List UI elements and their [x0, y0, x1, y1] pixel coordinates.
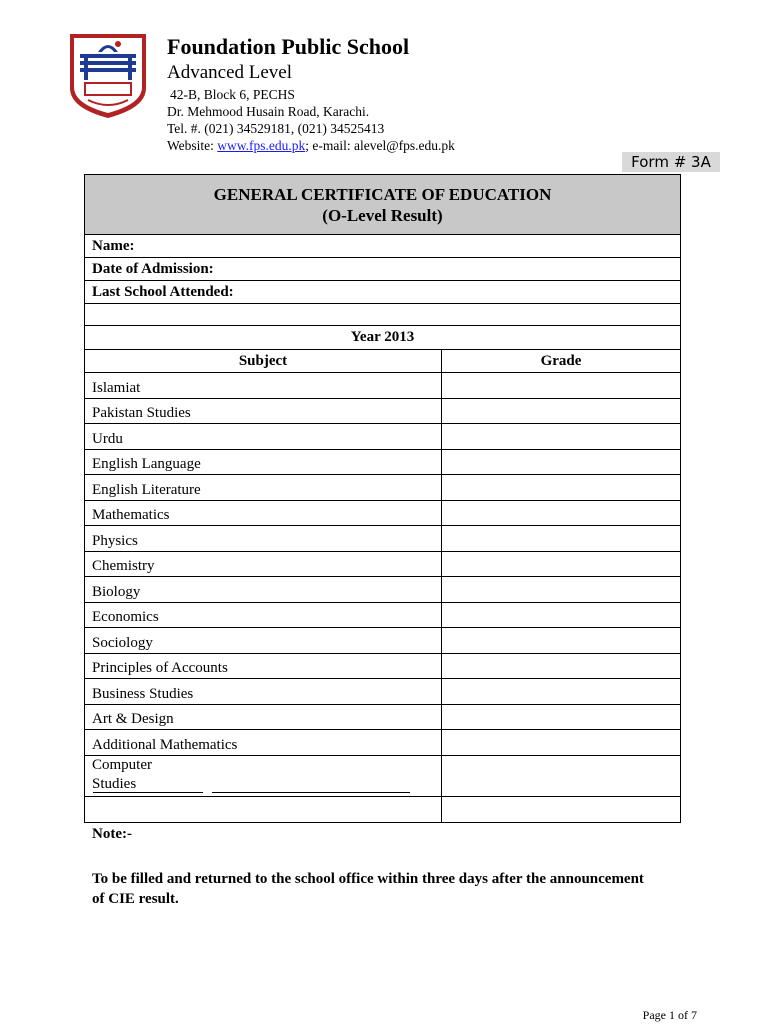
subject-name: Mathematics: [85, 500, 442, 526]
subject-name: Chemistry: [85, 551, 442, 577]
grade-cell[interactable]: [442, 730, 681, 756]
subject-row: [85, 602, 681, 628]
computer-studies-line-1: Computer: [92, 756, 152, 773]
blank-subject-cell[interactable]: [85, 796, 442, 822]
subject-row: [85, 449, 681, 475]
grade-cell[interactable]: [442, 449, 681, 475]
page-number: Page 1 of 7: [642, 1008, 697, 1022]
grade-cell[interactable]: [442, 424, 681, 450]
last-school-field[interactable]: Last School Attended:: [85, 281, 681, 304]
subject-row: [85, 551, 681, 577]
subject-name: Islamiat: [85, 373, 442, 399]
school-level: Advanced Level: [167, 62, 293, 83]
subject-row: [85, 398, 681, 424]
grade-column-header: Grade: [442, 350, 681, 373]
subject-row: [85, 730, 681, 756]
subject-row: [85, 653, 681, 679]
subject-name: English Literature: [85, 475, 442, 501]
grade-cell[interactable]: [442, 653, 681, 679]
subject-row: [85, 628, 681, 654]
phone-line: Tel. #. (021) 34529181, (021) 34525413: [167, 121, 385, 136]
subject-name: Business Studies: [85, 679, 442, 705]
subject-name: Economics: [85, 602, 442, 628]
grade-cell[interactable]: [442, 551, 681, 577]
computer-studies-underline: [93, 792, 203, 793]
subject-name: Additional Mathematics: [85, 730, 442, 756]
computer-studies-row: [85, 755, 681, 796]
subject-name: Urdu: [85, 424, 442, 450]
subject-row: [85, 526, 681, 552]
grade-cell[interactable]: [442, 373, 681, 399]
grade-cell[interactable]: [442, 755, 681, 796]
grade-cell[interactable]: [442, 679, 681, 705]
subject-row: [85, 704, 681, 730]
website-label: Website:: [167, 138, 218, 153]
subject-name: Biology: [85, 577, 442, 603]
computer-studies-line-2: Studies: [92, 775, 137, 792]
contact-line: [167, 138, 455, 154]
grade-cell[interactable]: [442, 704, 681, 730]
subject-row: [85, 500, 681, 526]
subject-column-header: Subject: [85, 350, 442, 373]
subject-name: English Language: [85, 449, 442, 475]
grade-cell[interactable]: [442, 500, 681, 526]
instruction-text: To be filled and returned to the school office within three days after the announcement of CIE result.: [92, 871, 644, 907]
subject-name: Physics: [85, 526, 442, 552]
subject-row: [85, 679, 681, 705]
subject-row: [85, 373, 681, 399]
subject-row: [85, 475, 681, 501]
address-line-1: 42-B, Block 6, PECHS: [170, 87, 295, 102]
school-crest-logo: [68, 32, 148, 120]
year-label: Year 2013: [85, 326, 681, 350]
subject-row: [85, 424, 681, 450]
result-form-table: [84, 174, 681, 823]
grade-cell[interactable]: [442, 577, 681, 603]
grade-cell[interactable]: [442, 475, 681, 501]
subject-row: [85, 577, 681, 603]
website-link[interactable]: www.fps.edu.pk: [217, 138, 306, 153]
computer-studies-subject: [85, 755, 442, 796]
grade-cell[interactable]: [442, 602, 681, 628]
admission-date-field[interactable]: Date of Admission:: [85, 258, 681, 281]
grade-cell[interactable]: [442, 398, 681, 424]
blank-row[interactable]: [85, 304, 681, 326]
grade-cell[interactable]: [442, 526, 681, 552]
note-label: Note:-: [92, 826, 132, 842]
subject-name: Art & Design: [85, 704, 442, 730]
name-field[interactable]: Name:: [85, 235, 681, 258]
blank-subject-row: [85, 796, 681, 822]
form-number-badge: Form # 3A: [622, 152, 720, 172]
form-title-cell: [85, 175, 681, 235]
form-title: GENERAL CERTIFICATE OF EDUCATION: [213, 184, 552, 204]
subject-name: Sociology: [85, 628, 442, 654]
subject-name: Pakistan Studies: [85, 398, 442, 424]
grade-cell[interactable]: [442, 796, 681, 822]
address-line-2: Dr. Mehmood Husain Road, Karachi.: [167, 104, 370, 119]
form-subtitle: (O-Level Result): [322, 205, 443, 225]
school-name: Foundation Public School: [167, 34, 410, 59]
subject-name: Principles of Accounts: [85, 653, 442, 679]
email-text: ; e-mail: alevel@fps.edu.pk: [305, 138, 455, 153]
other-subject-underline[interactable]: [212, 792, 410, 793]
grade-cell[interactable]: [442, 628, 681, 654]
